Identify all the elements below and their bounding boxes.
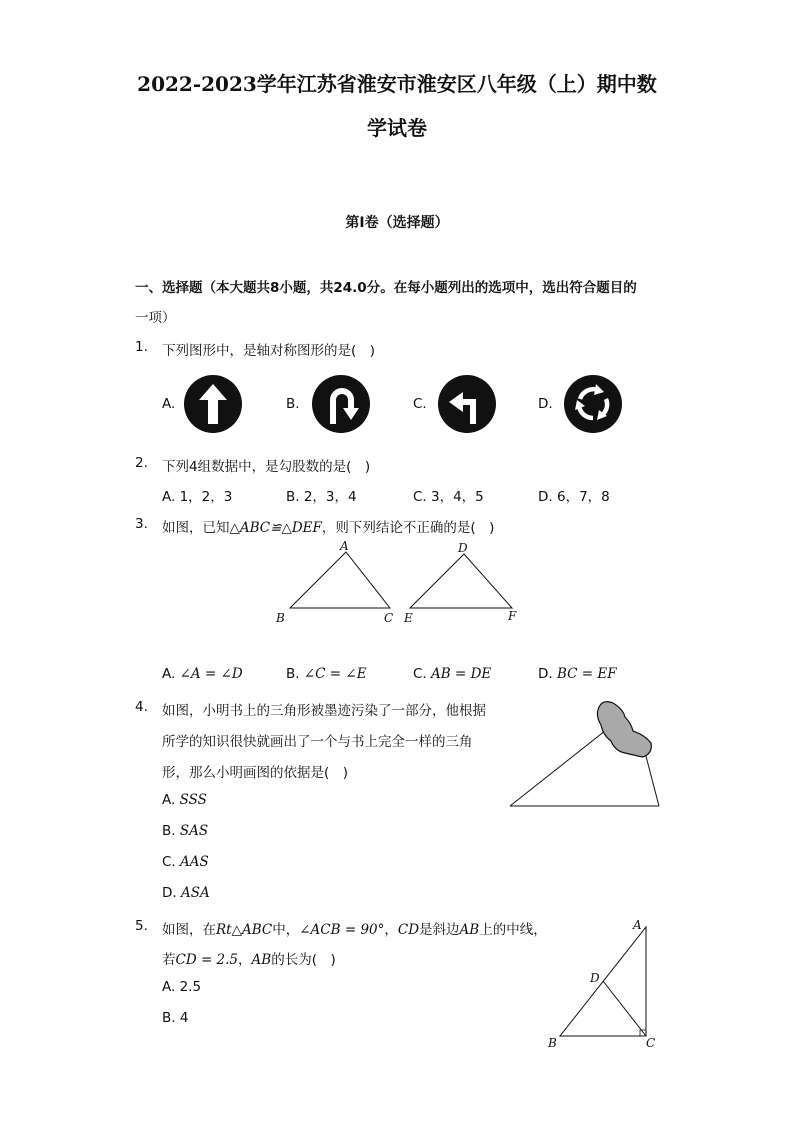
question-3-number: 3. bbox=[135, 516, 148, 532]
q5-label-b: B bbox=[548, 1036, 557, 1050]
q4-stained-triangle-figure bbox=[505, 695, 665, 810]
q3-option-b[interactable]: B. ∠C = ∠E bbox=[286, 666, 367, 682]
question-4-line-3: 形，那么小明画图的依据是( ) bbox=[162, 765, 349, 781]
q2-option-a[interactable]: A. 1，2，3 bbox=[162, 489, 233, 505]
triangle-abc bbox=[290, 552, 390, 608]
q1-option-a[interactable]: A. bbox=[162, 396, 176, 412]
q3-option-a-math: ∠A = ∠D bbox=[179, 666, 243, 682]
page-title-line-1: 2022-2023学年江苏省淮安市淮安区八年级（上）期中数 bbox=[137, 72, 657, 96]
label-d: D bbox=[458, 541, 468, 555]
question-4-number: 4. bbox=[135, 699, 148, 715]
label-c: C bbox=[384, 611, 394, 625]
q2-option-c[interactable]: C. 3，4，5 bbox=[413, 489, 484, 505]
q3-option-c-math: AB = DE bbox=[431, 666, 492, 682]
q5-label-a: A bbox=[633, 918, 642, 932]
question-3-text bbox=[162, 516, 494, 536]
q5-option-a[interactable]: A. 2.5 bbox=[162, 979, 202, 995]
q4-option-c-math: AAS bbox=[180, 854, 209, 870]
q4-option-d[interactable]: D. ASA bbox=[162, 885, 210, 901]
label-f: F bbox=[508, 609, 517, 623]
q2-option-d[interactable]: D. 6，7，8 bbox=[538, 489, 610, 505]
question-2-text: 下列4组数据中，是勾股数的是( ) bbox=[162, 459, 371, 475]
question-5-line-1: 如图，在Rt△ABC中，∠ACB = 90°，CD是斜边AB上的中线， bbox=[162, 922, 547, 938]
label-e: E bbox=[404, 611, 413, 625]
q3-triangles-figure bbox=[270, 538, 530, 628]
q3-option-a[interactable]: A. ∠A = ∠D bbox=[162, 666, 243, 682]
turn-left-sign-icon bbox=[437, 374, 497, 434]
u-turn-sign-icon bbox=[311, 374, 371, 434]
question-1-text: 下列图形中，是轴对称图形的是( ) bbox=[162, 343, 376, 359]
page-title-line-2: 学试卷 bbox=[367, 116, 427, 140]
label-a: A bbox=[340, 539, 349, 553]
q3-option-d[interactable]: D. BC = EF bbox=[538, 666, 617, 682]
q2-option-b[interactable]: B. 2，3，4 bbox=[286, 489, 357, 505]
q1-option-b[interactable]: B. bbox=[286, 396, 300, 412]
roundabout-sign-icon bbox=[563, 374, 623, 434]
q5-right-triangle-figure bbox=[540, 915, 670, 1050]
q3-text-part-1: 如图，已知 bbox=[162, 520, 230, 536]
question-2-number: 2. bbox=[135, 455, 148, 471]
q4-option-c[interactable]: C. AAS bbox=[162, 854, 209, 870]
ink-stain bbox=[597, 702, 651, 757]
part-heading-line-1: 一、选择题（本大题共8小题，共24.0分。在每小题列出的选项中，选出符合题目的 bbox=[135, 280, 637, 296]
question-1-number: 1. bbox=[135, 339, 148, 355]
q3-option-c[interactable]: C. AB = DE bbox=[413, 666, 492, 682]
q3-option-d-math: BC = EF bbox=[556, 666, 617, 682]
question-4-line-1: 如图，小明书上的三角形被墨迹污染了一部分，他根据 bbox=[162, 703, 486, 719]
arrow-up-sign-icon bbox=[183, 374, 243, 434]
question-5-number: 5. bbox=[135, 918, 148, 934]
q5-option-b[interactable]: B. 4 bbox=[162, 1010, 189, 1026]
q3-text-part-2: ，则下列结论不正确的是( ) bbox=[321, 520, 495, 536]
q5-label-c: C bbox=[646, 1036, 656, 1050]
label-b: B bbox=[276, 611, 285, 625]
q3-option-b-math: ∠C = ∠E bbox=[303, 666, 367, 682]
section-title: 第I卷（选择题） bbox=[345, 215, 449, 231]
q1-option-c[interactable]: C. bbox=[413, 396, 427, 412]
q4-option-a[interactable]: A. SSS bbox=[162, 792, 207, 808]
question-4-line-2: 所学的知识很快就画出了一个与书上完全一样的三角 bbox=[162, 734, 473, 750]
q4-option-d-math: ASA bbox=[180, 885, 210, 901]
q4-option-b-math: SAS bbox=[179, 823, 209, 839]
q1-option-d[interactable]: D. bbox=[538, 396, 553, 412]
q4-option-b[interactable]: B. SAS bbox=[162, 823, 209, 839]
question-5-line-2: 若CD = 2.5，AB的长为( ) bbox=[162, 952, 336, 968]
q3-congruence: △ABC≌△DEF bbox=[229, 520, 322, 536]
q4-option-a-math: SSS bbox=[179, 792, 207, 808]
part-heading-line-2: 一项） bbox=[135, 310, 176, 326]
triangle-def bbox=[410, 554, 512, 608]
q5-label-d: D bbox=[590, 971, 600, 985]
